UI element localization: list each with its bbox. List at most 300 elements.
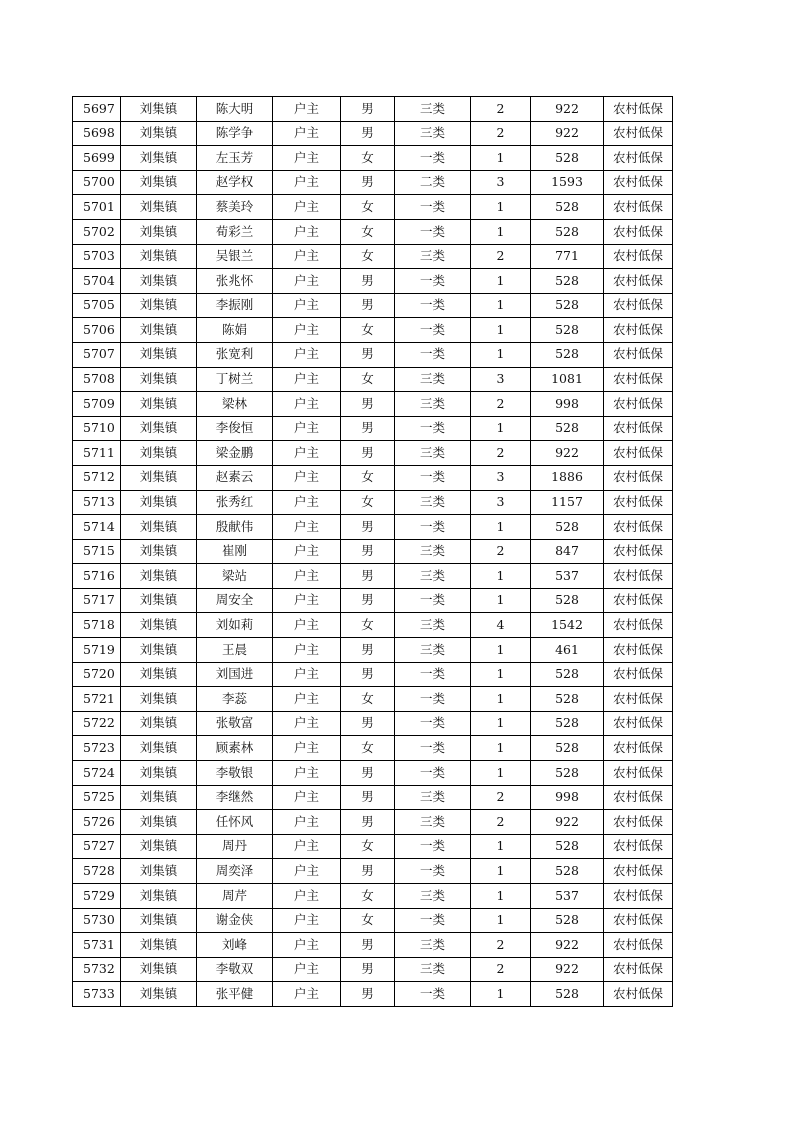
category-cell: 三类 xyxy=(395,367,471,392)
gender-cell: 男 xyxy=(341,957,395,982)
serial-number-cell: 5714 xyxy=(73,515,121,540)
gender-cell: 男 xyxy=(341,121,395,146)
category-cell: 一类 xyxy=(395,736,471,761)
category-cell: 一类 xyxy=(395,588,471,613)
name-cell: 李俊恒 xyxy=(197,416,273,441)
category-cell: 三类 xyxy=(395,810,471,835)
aid-type-cell: 农村低保 xyxy=(604,515,673,540)
serial-number-cell: 5727 xyxy=(73,834,121,859)
table-row xyxy=(73,97,673,122)
household-size-cell: 3 xyxy=(471,170,531,195)
relation-cell: 户主 xyxy=(273,933,341,958)
name-cell: 李继然 xyxy=(197,785,273,810)
category-cell: 一类 xyxy=(395,687,471,712)
roster-table-body xyxy=(73,97,673,1007)
gender-cell: 女 xyxy=(341,146,395,171)
category-cell: 三类 xyxy=(395,539,471,564)
household-size-cell: 4 xyxy=(471,613,531,638)
gender-cell: 男 xyxy=(341,638,395,663)
name-cell: 任怀风 xyxy=(197,810,273,835)
table-row xyxy=(73,392,673,417)
name-cell: 蔡美玲 xyxy=(197,195,273,220)
gender-cell: 女 xyxy=(341,908,395,933)
household-size-cell: 2 xyxy=(471,97,531,122)
category-cell: 三类 xyxy=(395,957,471,982)
amount-cell: 528 xyxy=(531,269,604,294)
serial-number-cell: 5720 xyxy=(73,662,121,687)
gender-cell: 男 xyxy=(341,342,395,367)
amount-cell: 1081 xyxy=(531,367,604,392)
household-size-cell: 1 xyxy=(471,662,531,687)
relation-cell: 户主 xyxy=(273,121,341,146)
gender-cell: 女 xyxy=(341,219,395,244)
gender-cell: 男 xyxy=(341,785,395,810)
town-cell: 刘集镇 xyxy=(121,195,197,220)
table-row xyxy=(73,515,673,540)
table-row xyxy=(73,834,673,859)
gender-cell: 男 xyxy=(341,982,395,1007)
category-cell: 三类 xyxy=(395,392,471,417)
serial-number-cell: 5709 xyxy=(73,392,121,417)
amount-cell: 537 xyxy=(531,884,604,909)
table-row xyxy=(73,613,673,638)
gender-cell: 男 xyxy=(341,933,395,958)
relation-cell: 户主 xyxy=(273,810,341,835)
relation-cell: 户主 xyxy=(273,342,341,367)
table-row xyxy=(73,318,673,343)
gender-cell: 男 xyxy=(341,170,395,195)
aid-type-cell: 农村低保 xyxy=(604,859,673,884)
relation-cell: 户主 xyxy=(273,465,341,490)
gender-cell: 男 xyxy=(341,859,395,884)
category-cell: 三类 xyxy=(395,933,471,958)
gender-cell: 男 xyxy=(341,539,395,564)
aid-type-cell: 农村低保 xyxy=(604,982,673,1007)
category-cell: 三类 xyxy=(395,121,471,146)
table-row xyxy=(73,342,673,367)
town-cell: 刘集镇 xyxy=(121,982,197,1007)
town-cell: 刘集镇 xyxy=(121,269,197,294)
amount-cell: 1157 xyxy=(531,490,604,515)
category-cell: 二类 xyxy=(395,170,471,195)
gender-cell: 女 xyxy=(341,195,395,220)
name-cell: 左玉芳 xyxy=(197,146,273,171)
household-size-cell: 2 xyxy=(471,957,531,982)
amount-cell: 1593 xyxy=(531,170,604,195)
gender-cell: 男 xyxy=(341,269,395,294)
town-cell: 刘集镇 xyxy=(121,318,197,343)
serial-number-cell: 5715 xyxy=(73,539,121,564)
name-cell: 陈大明 xyxy=(197,97,273,122)
relation-cell: 户主 xyxy=(273,97,341,122)
aid-type-cell: 农村低保 xyxy=(604,933,673,958)
table-row xyxy=(73,293,673,318)
category-cell: 三类 xyxy=(395,638,471,663)
amount-cell: 528 xyxy=(531,195,604,220)
category-cell: 一类 xyxy=(395,465,471,490)
relation-cell: 户主 xyxy=(273,515,341,540)
town-cell: 刘集镇 xyxy=(121,736,197,761)
category-cell: 一类 xyxy=(395,761,471,786)
amount-cell: 771 xyxy=(531,244,604,269)
gender-cell: 男 xyxy=(341,711,395,736)
household-size-cell: 2 xyxy=(471,785,531,810)
table-row xyxy=(73,490,673,515)
serial-number-cell: 5733 xyxy=(73,982,121,1007)
name-cell: 刘国进 xyxy=(197,662,273,687)
name-cell: 赵学权 xyxy=(197,170,273,195)
serial-number-cell: 5724 xyxy=(73,761,121,786)
name-cell: 刘峰 xyxy=(197,933,273,958)
table-row xyxy=(73,638,673,663)
aid-type-cell: 农村低保 xyxy=(604,367,673,392)
relation-cell: 户主 xyxy=(273,367,341,392)
relation-cell: 户主 xyxy=(273,982,341,1007)
aid-type-cell: 农村低保 xyxy=(604,662,673,687)
relation-cell: 户主 xyxy=(273,736,341,761)
relation-cell: 户主 xyxy=(273,293,341,318)
relation-cell: 户主 xyxy=(273,711,341,736)
category-cell: 三类 xyxy=(395,613,471,638)
household-size-cell: 3 xyxy=(471,465,531,490)
category-cell: 三类 xyxy=(395,244,471,269)
town-cell: 刘集镇 xyxy=(121,761,197,786)
gender-cell: 男 xyxy=(341,588,395,613)
name-cell: 张宽利 xyxy=(197,342,273,367)
aid-type-cell: 农村低保 xyxy=(604,244,673,269)
table-row xyxy=(73,244,673,269)
table-row xyxy=(73,219,673,244)
aid-type-cell: 农村低保 xyxy=(604,416,673,441)
gender-cell: 男 xyxy=(341,515,395,540)
household-size-cell: 1 xyxy=(471,859,531,884)
household-size-cell: 1 xyxy=(471,342,531,367)
table-row xyxy=(73,736,673,761)
town-cell: 刘集镇 xyxy=(121,293,197,318)
aid-type-cell: 农村低保 xyxy=(604,392,673,417)
serial-number-cell: 5718 xyxy=(73,613,121,638)
household-size-cell: 1 xyxy=(471,416,531,441)
name-cell: 梁林 xyxy=(197,392,273,417)
serial-number-cell: 5728 xyxy=(73,859,121,884)
amount-cell: 998 xyxy=(531,785,604,810)
name-cell: 丁树兰 xyxy=(197,367,273,392)
amount-cell: 528 xyxy=(531,711,604,736)
amount-cell: 847 xyxy=(531,539,604,564)
table-row xyxy=(73,884,673,909)
aid-type-cell: 农村低保 xyxy=(604,465,673,490)
name-cell: 梁站 xyxy=(197,564,273,589)
gender-cell: 女 xyxy=(341,736,395,761)
table-row xyxy=(73,859,673,884)
gender-cell: 女 xyxy=(341,613,395,638)
amount-cell: 528 xyxy=(531,219,604,244)
amount-cell: 1886 xyxy=(531,465,604,490)
gender-cell: 男 xyxy=(341,761,395,786)
town-cell: 刘集镇 xyxy=(121,121,197,146)
serial-number-cell: 5705 xyxy=(73,293,121,318)
relation-cell: 户主 xyxy=(273,859,341,884)
gender-cell: 男 xyxy=(341,293,395,318)
amount-cell: 528 xyxy=(531,515,604,540)
town-cell: 刘集镇 xyxy=(121,367,197,392)
aid-type-cell: 农村低保 xyxy=(604,219,673,244)
serial-number-cell: 5704 xyxy=(73,269,121,294)
amount-cell: 922 xyxy=(531,957,604,982)
gender-cell: 女 xyxy=(341,465,395,490)
gender-cell: 女 xyxy=(341,884,395,909)
serial-number-cell: 5712 xyxy=(73,465,121,490)
aid-type-cell: 农村低保 xyxy=(604,761,673,786)
table-row xyxy=(73,170,673,195)
serial-number-cell: 5729 xyxy=(73,884,121,909)
town-cell: 刘集镇 xyxy=(121,687,197,712)
town-cell: 刘集镇 xyxy=(121,933,197,958)
town-cell: 刘集镇 xyxy=(121,515,197,540)
household-size-cell: 1 xyxy=(471,293,531,318)
amount-cell: 528 xyxy=(531,859,604,884)
name-cell: 殷献伟 xyxy=(197,515,273,540)
serial-number-cell: 5708 xyxy=(73,367,121,392)
aid-type-cell: 农村低保 xyxy=(604,121,673,146)
serial-number-cell: 5717 xyxy=(73,588,121,613)
name-cell: 王晨 xyxy=(197,638,273,663)
amount-cell: 1542 xyxy=(531,613,604,638)
serial-number-cell: 5702 xyxy=(73,219,121,244)
household-size-cell: 1 xyxy=(471,564,531,589)
gender-cell: 男 xyxy=(341,97,395,122)
relation-cell: 户主 xyxy=(273,957,341,982)
aid-type-cell: 农村低保 xyxy=(604,884,673,909)
aid-type-cell: 农村低保 xyxy=(604,638,673,663)
serial-number-cell: 5706 xyxy=(73,318,121,343)
relation-cell: 户主 xyxy=(273,269,341,294)
town-cell: 刘集镇 xyxy=(121,834,197,859)
table-row xyxy=(73,269,673,294)
table-row xyxy=(73,711,673,736)
household-size-cell: 1 xyxy=(471,834,531,859)
town-cell: 刘集镇 xyxy=(121,662,197,687)
category-cell: 一类 xyxy=(395,269,471,294)
table-row xyxy=(73,146,673,171)
town-cell: 刘集镇 xyxy=(121,146,197,171)
category-cell: 一类 xyxy=(395,293,471,318)
name-cell: 谢金侠 xyxy=(197,908,273,933)
relation-cell: 户主 xyxy=(273,490,341,515)
table-row xyxy=(73,416,673,441)
amount-cell: 528 xyxy=(531,908,604,933)
serial-number-cell: 5721 xyxy=(73,687,121,712)
town-cell: 刘集镇 xyxy=(121,441,197,466)
aid-type-cell: 农村低保 xyxy=(604,342,673,367)
amount-cell: 922 xyxy=(531,97,604,122)
category-cell: 一类 xyxy=(395,982,471,1007)
category-cell: 三类 xyxy=(395,490,471,515)
town-cell: 刘集镇 xyxy=(121,97,197,122)
household-size-cell: 1 xyxy=(471,711,531,736)
gender-cell: 女 xyxy=(341,367,395,392)
relation-cell: 户主 xyxy=(273,219,341,244)
serial-number-cell: 5731 xyxy=(73,933,121,958)
town-cell: 刘集镇 xyxy=(121,711,197,736)
gender-cell: 女 xyxy=(341,244,395,269)
relation-cell: 户主 xyxy=(273,761,341,786)
category-cell: 一类 xyxy=(395,859,471,884)
name-cell: 荀彩兰 xyxy=(197,219,273,244)
category-cell: 一类 xyxy=(395,146,471,171)
household-size-cell: 3 xyxy=(471,367,531,392)
serial-number-cell: 5722 xyxy=(73,711,121,736)
aid-type-cell: 农村低保 xyxy=(604,908,673,933)
name-cell: 张兆怀 xyxy=(197,269,273,294)
serial-number-cell: 5726 xyxy=(73,810,121,835)
relation-cell: 户主 xyxy=(273,687,341,712)
serial-number-cell: 5703 xyxy=(73,244,121,269)
household-size-cell: 1 xyxy=(471,219,531,244)
amount-cell: 528 xyxy=(531,588,604,613)
relation-cell: 户主 xyxy=(273,785,341,810)
household-size-cell: 1 xyxy=(471,761,531,786)
serial-number-cell: 5716 xyxy=(73,564,121,589)
serial-number-cell: 5701 xyxy=(73,195,121,220)
gender-cell: 男 xyxy=(341,416,395,441)
table-row xyxy=(73,662,673,687)
amount-cell: 537 xyxy=(531,564,604,589)
serial-number-cell: 5699 xyxy=(73,146,121,171)
category-cell: 一类 xyxy=(395,195,471,220)
amount-cell: 922 xyxy=(531,933,604,958)
household-size-cell: 1 xyxy=(471,908,531,933)
aid-type-cell: 农村低保 xyxy=(604,97,673,122)
relation-cell: 户主 xyxy=(273,638,341,663)
amount-cell: 528 xyxy=(531,293,604,318)
name-cell: 张秀红 xyxy=(197,490,273,515)
town-cell: 刘集镇 xyxy=(121,342,197,367)
amount-cell: 528 xyxy=(531,834,604,859)
relation-cell: 户主 xyxy=(273,588,341,613)
relation-cell: 户主 xyxy=(273,613,341,638)
amount-cell: 922 xyxy=(531,121,604,146)
town-cell: 刘集镇 xyxy=(121,613,197,638)
relation-cell: 户主 xyxy=(273,564,341,589)
town-cell: 刘集镇 xyxy=(121,465,197,490)
category-cell: 三类 xyxy=(395,785,471,810)
aid-type-cell: 农村低保 xyxy=(604,269,673,294)
aid-type-cell: 农村低保 xyxy=(604,170,673,195)
amount-cell: 528 xyxy=(531,318,604,343)
aid-type-cell: 农村低保 xyxy=(604,146,673,171)
category-cell: 一类 xyxy=(395,711,471,736)
household-size-cell: 1 xyxy=(471,884,531,909)
name-cell: 赵素云 xyxy=(197,465,273,490)
serial-number-cell: 5707 xyxy=(73,342,121,367)
table-row xyxy=(73,908,673,933)
table-row xyxy=(73,785,673,810)
amount-cell: 922 xyxy=(531,810,604,835)
town-cell: 刘集镇 xyxy=(121,170,197,195)
serial-number-cell: 5711 xyxy=(73,441,121,466)
gender-cell: 男 xyxy=(341,662,395,687)
aid-type-cell: 农村低保 xyxy=(604,293,673,318)
aid-type-cell: 农村低保 xyxy=(604,711,673,736)
aid-type-cell: 农村低保 xyxy=(604,564,673,589)
category-cell: 一类 xyxy=(395,515,471,540)
household-size-cell: 2 xyxy=(471,244,531,269)
roster-table xyxy=(72,96,673,1007)
name-cell: 李蕊 xyxy=(197,687,273,712)
town-cell: 刘集镇 xyxy=(121,810,197,835)
name-cell: 周奕泽 xyxy=(197,859,273,884)
serial-number-cell: 5730 xyxy=(73,908,121,933)
category-cell: 一类 xyxy=(395,219,471,244)
town-cell: 刘集镇 xyxy=(121,638,197,663)
amount-cell: 528 xyxy=(531,342,604,367)
gender-cell: 男 xyxy=(341,810,395,835)
household-size-cell: 1 xyxy=(471,195,531,220)
name-cell: 陈学争 xyxy=(197,121,273,146)
town-cell: 刘集镇 xyxy=(121,859,197,884)
name-cell: 李敬双 xyxy=(197,957,273,982)
serial-number-cell: 5697 xyxy=(73,97,121,122)
roster-sheet xyxy=(72,96,672,1007)
amount-cell: 528 xyxy=(531,736,604,761)
household-size-cell: 2 xyxy=(471,441,531,466)
household-size-cell: 1 xyxy=(471,269,531,294)
gender-cell: 男 xyxy=(341,564,395,589)
name-cell: 张平健 xyxy=(197,982,273,1007)
serial-number-cell: 5725 xyxy=(73,785,121,810)
aid-type-cell: 农村低保 xyxy=(604,687,673,712)
town-cell: 刘集镇 xyxy=(121,908,197,933)
table-row xyxy=(73,121,673,146)
town-cell: 刘集镇 xyxy=(121,884,197,909)
town-cell: 刘集镇 xyxy=(121,416,197,441)
gender-cell: 男 xyxy=(341,441,395,466)
town-cell: 刘集镇 xyxy=(121,564,197,589)
gender-cell: 男 xyxy=(341,392,395,417)
gender-cell: 女 xyxy=(341,834,395,859)
name-cell: 周丹 xyxy=(197,834,273,859)
category-cell: 一类 xyxy=(395,908,471,933)
amount-cell: 528 xyxy=(531,687,604,712)
table-row xyxy=(73,465,673,490)
household-size-cell: 1 xyxy=(471,687,531,712)
serial-number-cell: 5698 xyxy=(73,121,121,146)
category-cell: 三类 xyxy=(395,97,471,122)
relation-cell: 户主 xyxy=(273,146,341,171)
aid-type-cell: 农村低保 xyxy=(604,318,673,343)
serial-number-cell: 5732 xyxy=(73,957,121,982)
category-cell: 一类 xyxy=(395,318,471,343)
category-cell: 三类 xyxy=(395,441,471,466)
name-cell: 刘如莉 xyxy=(197,613,273,638)
table-row xyxy=(73,195,673,220)
household-size-cell: 1 xyxy=(471,515,531,540)
household-size-cell: 1 xyxy=(471,638,531,663)
amount-cell: 998 xyxy=(531,392,604,417)
amount-cell: 528 xyxy=(531,982,604,1007)
name-cell: 李敬银 xyxy=(197,761,273,786)
category-cell: 三类 xyxy=(395,884,471,909)
relation-cell: 户主 xyxy=(273,662,341,687)
household-size-cell: 2 xyxy=(471,539,531,564)
household-size-cell: 1 xyxy=(471,736,531,761)
category-cell: 一类 xyxy=(395,834,471,859)
name-cell: 周安全 xyxy=(197,588,273,613)
gender-cell: 女 xyxy=(341,318,395,343)
amount-cell: 528 xyxy=(531,761,604,786)
aid-type-cell: 农村低保 xyxy=(604,736,673,761)
